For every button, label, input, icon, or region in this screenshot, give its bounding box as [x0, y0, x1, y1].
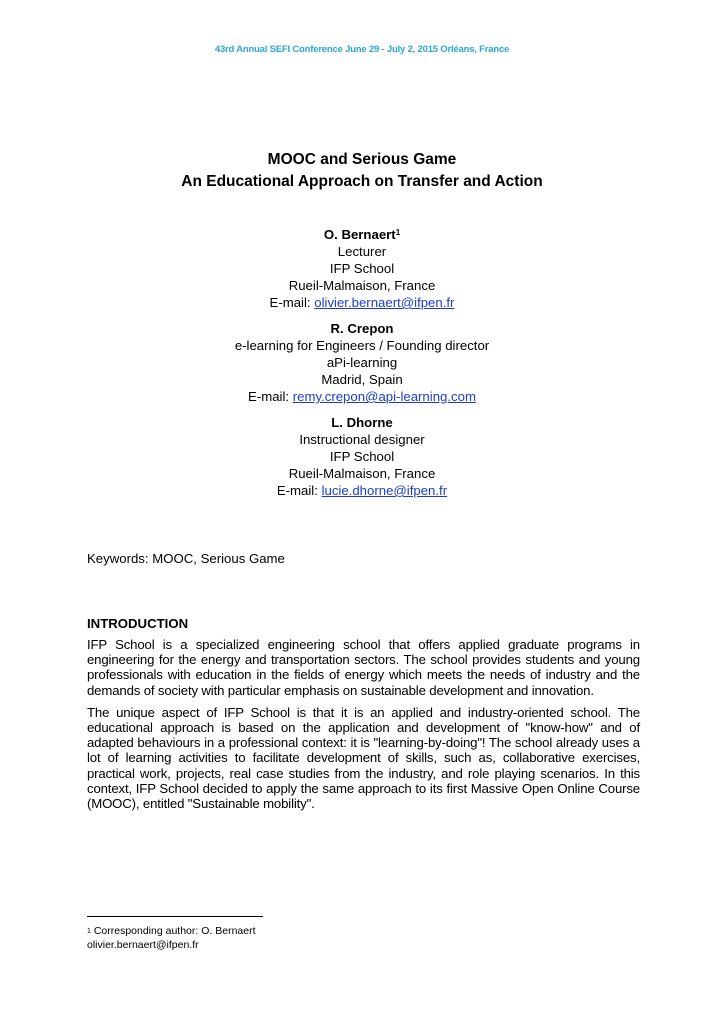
email-link[interactable]: remy.crepon@api-learning.com: [292, 389, 476, 404]
paper-title: [0, 149, 724, 193]
author-org: aPi-learning: [326, 355, 398, 370]
author-block: [0, 414, 724, 499]
keywords: Keywords: MOOC, Serious Game: [87, 551, 285, 566]
author-org: IFP School: [329, 449, 395, 464]
author-location: Madrid, Spain: [321, 372, 403, 387]
email-label: E-mail:: [269, 295, 315, 310]
author-location: Rueil-Malmaison, France: [288, 466, 436, 481]
footnote: [87, 924, 256, 952]
author-role: Lecturer: [337, 244, 387, 259]
title-line-1: MOOC and Serious Game: [267, 151, 457, 168]
author-role: Instructional designer: [299, 432, 425, 447]
author-name: L. Dhorne: [331, 415, 393, 430]
paragraph: The unique aspect of IFP School is that it is an applied and industry-oriented school. The educational approach is based on the application and development of "know-how" and of adapted behaviours in a professional context: it is "learning-by-doing"! The school already uses a lot of learning activities to facilitate development of skills, such as, collaborative exercises, practical work, projects, real case studies from the industry, and role playing scenarios. In this context, IFP School decided to apply the same approach to its first Massive Open Online Course (MOOC), entitled "Sustainable mobility".: [87, 704, 640, 812]
footnote-email: olivier.bernaert@ifpen.fr: [87, 939, 199, 951]
email-label: E-mail:: [248, 389, 293, 404]
title-line-2: An Educational Approach on Transfer and Action: [181, 173, 543, 190]
section-heading: INTRODUCTION: [87, 616, 189, 631]
paragraph: IFP School is a specialized engineering school that offers applied graduate programs in engineering for the energy and transportation sectors. The school provides students and young professionals with education in the fields of energy which meets the needs of industry and the demands of society with particular emphasis on sustainable development and innovation.: [87, 637, 640, 698]
author-location: Rueil-Malmaison, France: [288, 278, 436, 293]
author-name: O. Bernaert: [323, 227, 396, 242]
footnote-divider: [87, 916, 263, 917]
author-org: IFP School: [329, 261, 395, 276]
email-link[interactable]: olivier.bernaert@ifpen.fr: [314, 295, 455, 310]
footnote-number: 1: [87, 928, 91, 935]
author-block: [0, 320, 724, 405]
conference-header: 43rd Annual SEFI Conference June 29 - July 2, 2015 Orléans, France: [214, 44, 510, 55]
author-block: [0, 226, 724, 311]
author-role: e-learning for Engineers / Founding director: [234, 338, 490, 353]
footnote-marker: 1: [395, 228, 401, 237]
email-link[interactable]: lucie.dhorne@ifpen.fr: [321, 483, 448, 498]
author-name: R. Crepon: [330, 321, 394, 336]
introduction-section: [87, 615, 640, 818]
footnote-text: Corresponding author: O. Bernaert: [90, 925, 256, 937]
email-label: E-mail:: [276, 483, 322, 498]
author-list: [0, 226, 724, 508]
